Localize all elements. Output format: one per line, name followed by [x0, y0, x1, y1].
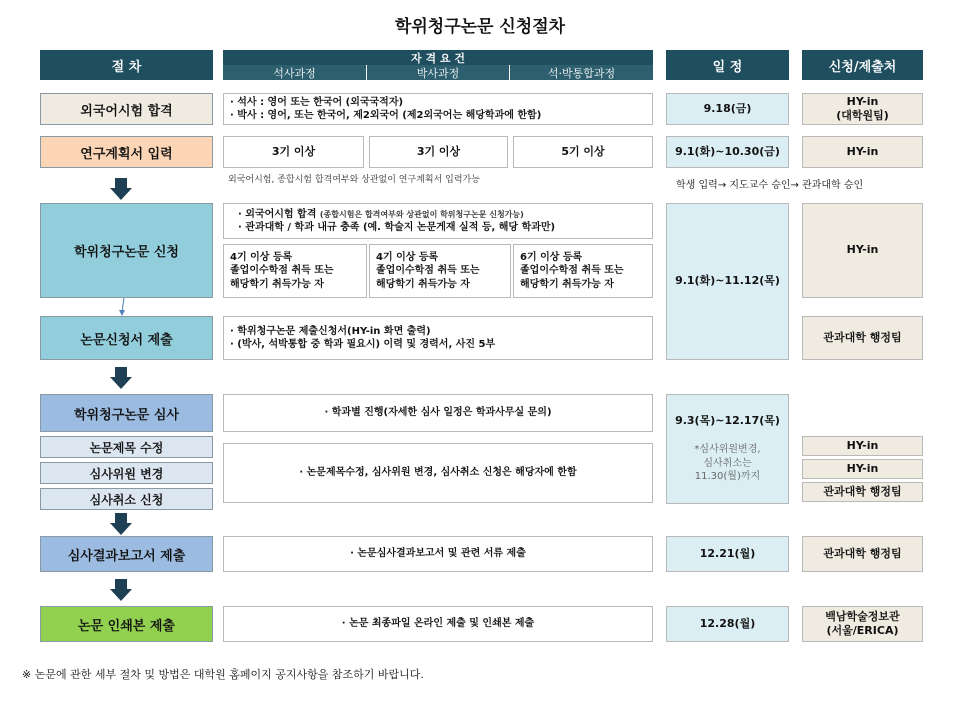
header-submit-to: 신청/제출처: [802, 50, 923, 80]
thesis-apply-cond2: · 관과대학 / 학과 내규 충족 (예. 학술지 논문게재 실적 등, 해당 학과만): [238, 222, 556, 233]
research-plan-masters: 3기 이상: [223, 136, 364, 168]
research-plan-note: 외국어시험, 종합시험 합격여부와 상관없이 연구계획서 입력가능: [228, 175, 480, 185]
application-submit-l2: · (박사, 석박통합 중 학과 필요시) 이력 및 경력서, 사진 5부: [230, 339, 496, 350]
review-schedule-note-l2: 심사취소는: [703, 457, 752, 469]
thesis-apply-doctoral-l2: 졸업이수학점 취득 또는: [376, 265, 480, 277]
print-submit-detail: · 논문 최종파일 온라인 제출 및 인쇄본 제출: [223, 606, 653, 642]
step-research-plan: 연구계획서 입력: [40, 136, 213, 168]
foreign-exam-schedule: 9.18(금): [666, 93, 789, 125]
step-print-submit: 논문 인쇄본 제출: [40, 606, 213, 642]
thesis-apply-cond1: · 외국어시험 합격: [238, 208, 317, 220]
header-masters: 석사과정: [223, 65, 366, 80]
thesis-apply-schedule: 9.1(화)~11.12(목): [666, 203, 789, 360]
footnote: ※ 논문에 관한 세부 절차 및 방법은 대학원 홈페이지 공지사항을 참조하기 바랍니다.: [22, 668, 424, 681]
review-schedule-note-l1: *심사위원변경,: [694, 444, 761, 456]
thesis-apply-masters: [223, 244, 367, 298]
thesis-apply-masters-l1: 4기 이상 등록: [230, 251, 293, 263]
print-submit-place-main: 백남학술정보관: [825, 609, 900, 623]
thesis-apply-doctoral: [369, 244, 511, 298]
research-plan-place: HY-in: [802, 136, 923, 168]
header-procedure: 절 차: [40, 50, 213, 80]
step-foreign-exam: 외국어시험 합격: [40, 93, 213, 125]
application-submit-detail: [223, 316, 653, 360]
down-arrow-icon: [110, 367, 132, 389]
report-submit-schedule: 12.21(월): [666, 536, 789, 572]
review-schedule: [666, 394, 789, 504]
title-change-place: HY-in: [802, 436, 923, 456]
thesis-apply-place: HY-in: [802, 203, 923, 298]
report-submit-detail: · 논문심사결과보고서 및 관련 서류 제출: [223, 536, 653, 572]
down-arrow-icon: [110, 513, 132, 535]
thesis-apply-cond1-note: (종합시험은 합격여부와 상관없이 학위청구논문 신청가능): [319, 209, 524, 219]
down-arrow-icon: [110, 579, 132, 601]
header-doctoral: 박사과정: [367, 65, 509, 80]
thesis-apply-masters-l3: 해당학기 취득가능 자: [230, 278, 324, 290]
down-arrow-icon: [110, 178, 132, 200]
research-plan-integrated: 5기 이상: [513, 136, 653, 168]
thesis-apply-integrated-l3: 해당학기 취득가능 자: [520, 278, 614, 290]
thesis-apply-masters-l2: 졸업이수학점 취득 또는: [230, 265, 334, 277]
header-requirements: 자 격 요 건: [223, 50, 653, 65]
step-committee-change: 심사위원 변경: [40, 462, 213, 484]
foreign-exam-masters: · 석사 : 영어 또는 한국어 (외국국적자): [230, 96, 404, 108]
change-detail: · 논문제목수정, 심사위원 변경, 심사취소 신청은 해당자에 한함: [223, 443, 653, 503]
foreign-exam-place-main: HY-in: [846, 94, 879, 108]
review-schedule-note-l3: 11.30(월)까지: [694, 471, 761, 483]
thesis-apply-doctoral-l1: 4기 이상 등록: [376, 251, 439, 263]
thesis-apply-cond1-wrap: [230, 208, 646, 222]
step-application-submit: 논문신청서 제출: [40, 316, 213, 360]
thesis-apply-integrated-l1: 6기 이상 등록: [520, 251, 583, 263]
research-plan-schedule: 9.1(화)~10.30(금): [666, 136, 789, 168]
review-schedule-date: 9.3(목)~12.17(목): [675, 414, 780, 428]
connector-arrow-icon: [118, 298, 128, 316]
header-schedule: 일 정: [666, 50, 789, 80]
thesis-apply-integrated: [513, 244, 653, 298]
thesis-apply-integrated-l2: 졸업이수학점 취득 또는: [520, 265, 624, 277]
research-plan-flow: 학생 입력→ 지도교수 승인→ 관과대학 승인: [676, 180, 864, 191]
print-submit-place: [802, 606, 923, 642]
step-report-submit: 심사결과보고서 제출: [40, 536, 213, 572]
research-plan-doctoral: 3기 이상: [369, 136, 508, 168]
thesis-apply-conditions: [223, 203, 653, 239]
step-title-change: 논문제목 수정: [40, 436, 213, 458]
header-integrated: 석·박통합과정: [510, 65, 653, 80]
page-title: 학위청구논문 신청절차: [394, 17, 566, 37]
foreign-exam-requirements: [223, 93, 653, 125]
step-review-cancel: 심사취소 신청: [40, 488, 213, 510]
committee-change-place: HY-in: [802, 459, 923, 479]
review-detail: · 학과별 진행(자세한 심사 일정은 학과사무실 문의): [223, 394, 653, 432]
print-submit-place-sub: (서울/ERICA): [826, 624, 899, 637]
print-submit-schedule: 12.28(월): [666, 606, 789, 642]
step-review: 학위청구논문 심사: [40, 394, 213, 432]
review-cancel-place: 관과대학 행정팀: [802, 482, 923, 502]
application-submit-place: 관과대학 행정팀: [802, 316, 923, 360]
report-submit-place: 관과대학 행정팀: [802, 536, 923, 572]
application-submit-l1: · 학위청구논문 제출신청서(HY-in 화면 출력): [230, 325, 431, 337]
thesis-apply-doctoral-l3: 해당학기 취득가능 자: [376, 278, 470, 290]
foreign-exam-place-sub: (대학원팀): [836, 109, 889, 122]
step-thesis-apply: 학위청구논문 신청: [40, 203, 213, 298]
foreign-exam-place: [802, 93, 923, 125]
foreign-exam-doctoral: · 박사 : 영어, 또는 한국어, 제2외국어 (제2외국어는 해당학과에 한함): [230, 110, 542, 121]
